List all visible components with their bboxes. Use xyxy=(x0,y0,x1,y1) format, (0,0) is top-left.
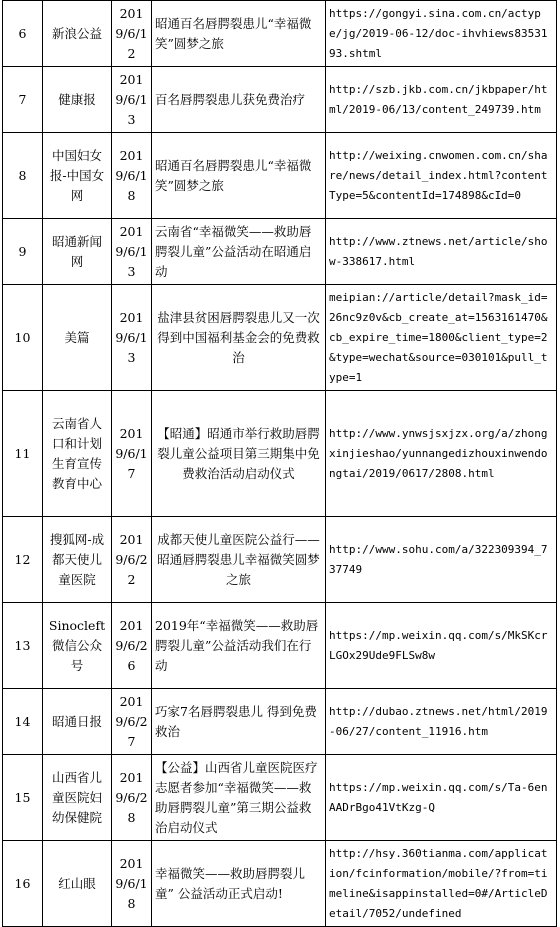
table-row xyxy=(3,755,557,841)
source-cell: 红山眼 xyxy=(43,841,112,927)
url-cell: https://mp.weixin.qq.com/s/MkSKcrLGOx29Ude9FLSw8w xyxy=(326,603,557,689)
date-cell: 2019/6/13 xyxy=(112,219,152,285)
url-cell: http://szb.jkb.com.cn/jkbpaper/html/2019-06/13/content_249739.htm xyxy=(326,67,557,133)
news-coverage-table xyxy=(2,0,557,927)
url-cell: meipian://article/detail?mask_id=26nc9z0v&cb_create_at=1563161470&cb_expire_time=1800&client_type=2&type=wechat&source=030101&pull_type=1 xyxy=(326,285,557,391)
table-row xyxy=(3,285,557,391)
row-number: 12 xyxy=(3,517,43,603)
table-row xyxy=(3,689,557,755)
source-cell: 美篇 xyxy=(43,285,112,391)
url-cell: http://hsy.360tianma.com/application/fcinformation/mobile/?from=timeline&isappinstalled=0#/ArticleDetail/7052/undefined xyxy=(326,841,557,927)
source-cell: 昭通新闻网 xyxy=(43,219,112,285)
date-cell: 2019/6/12 xyxy=(112,1,152,67)
date-cell: 2019/6/26 xyxy=(112,603,152,689)
title-cell: 云南省“幸福微笑——救助唇腭裂儿童”公益活动在昭通启动 xyxy=(152,219,326,285)
date-cell: 2019/6/13 xyxy=(112,67,152,133)
table-row xyxy=(3,219,557,285)
table-row xyxy=(3,391,557,517)
url-cell: http://www.sohu.com/a/322309394_737749 xyxy=(326,517,557,603)
url-cell: https://mp.weixin.qq.com/s/Ta-6enAADrBgo41VtKzg-Q xyxy=(326,755,557,841)
source-cell: 山西省儿童医院妇幼保健院 xyxy=(43,755,112,841)
date-cell: 2019/6/22 xyxy=(112,517,152,603)
title-cell: 成都天使儿童医院公益行——昭通唇腭裂患儿幸福微笑圆梦之旅 xyxy=(152,517,326,603)
row-number: 9 xyxy=(3,219,43,285)
table-row xyxy=(3,841,557,927)
row-number: 13 xyxy=(3,603,43,689)
title-cell: 巧家7名唇腭裂患儿 得到免费救治 xyxy=(152,689,326,755)
date-cell: 2019/6/17 xyxy=(112,391,152,517)
source-cell: 新浪公益 xyxy=(43,1,112,67)
source-cell: 健康报 xyxy=(43,67,112,133)
row-number: 16 xyxy=(3,841,43,927)
title-cell: 【昭通】昭通市举行救助唇腭裂儿童公益项目第三期集中免费救治活动启动仪式 xyxy=(152,391,326,517)
row-number: 10 xyxy=(3,285,43,391)
title-cell: 昭通百名唇腭裂患儿“幸福微笑”圆梦之旅 xyxy=(152,1,326,67)
title-cell: 幸福微笑——救助唇腭裂儿童” 公益活动正式启动! xyxy=(152,841,326,927)
table-row xyxy=(3,603,557,689)
date-cell: 2019/6/28 xyxy=(112,755,152,841)
source-cell: 昭通日报 xyxy=(43,689,112,755)
title-cell: 盐津县贫困唇腭裂患儿又一次得到中国福利基金会的免费救治 xyxy=(152,285,326,391)
url-cell: http://www.ztnews.net/article/show-338617.html xyxy=(326,219,557,285)
source-cell: Sinocleft微信公众号 xyxy=(43,603,112,689)
row-number: 11 xyxy=(3,391,43,517)
table-row xyxy=(3,67,557,133)
row-number: 8 xyxy=(3,133,43,219)
date-cell: 2019/6/18 xyxy=(112,133,152,219)
source-cell: 云南省人口和计划生育宣传教育中心 xyxy=(43,391,112,517)
url-cell: http://weixing.cnwomen.com.cn/share/news/detail_index.html?contentType=5&contentId=174898&cId=0 xyxy=(326,133,557,219)
row-number: 15 xyxy=(3,755,43,841)
title-cell: 百名唇腭裂患儿获免费治疗 xyxy=(152,67,326,133)
source-cell: 中国妇女报-中国女网 xyxy=(43,133,112,219)
url-cell: https://gongyi.sina.com.cn/actype/jg/2019-06-12/doc-ihvhiews8353193.shtml xyxy=(326,1,557,67)
date-cell: 2019/6/27 xyxy=(112,689,152,755)
title-cell: 昭通百名唇腭裂患儿“幸福微笑”圆梦之旅 xyxy=(152,133,326,219)
title-cell: 【公益】山西省儿童医院医疗志愿者参加“幸福微笑——救助唇腭裂儿童”第三期公益救治启动仪式 xyxy=(152,755,326,841)
url-cell: http://dubao.ztnews.net/html/2019-06/27/content_11916.htm xyxy=(326,689,557,755)
url-cell: http://www.ynwsjsxjzx.org/a/zhongxinjieshao/yunnangedizhouxinwendongtai/2019/0617/2808.html xyxy=(326,391,557,517)
source-cell: 搜狐网-成都天使儿童医院 xyxy=(43,517,112,603)
row-number: 7 xyxy=(3,67,43,133)
table-row xyxy=(3,133,557,219)
title-cell: 2019年“幸福微笑——救助唇腭裂儿童”公益活动我们在行动 xyxy=(152,603,326,689)
row-number: 14 xyxy=(3,689,43,755)
row-number: 6 xyxy=(3,1,43,67)
date-cell: 2019/6/18 xyxy=(112,841,152,927)
date-cell: 2019/6/13 xyxy=(112,285,152,391)
table-row xyxy=(3,1,557,67)
table-row xyxy=(3,517,557,603)
